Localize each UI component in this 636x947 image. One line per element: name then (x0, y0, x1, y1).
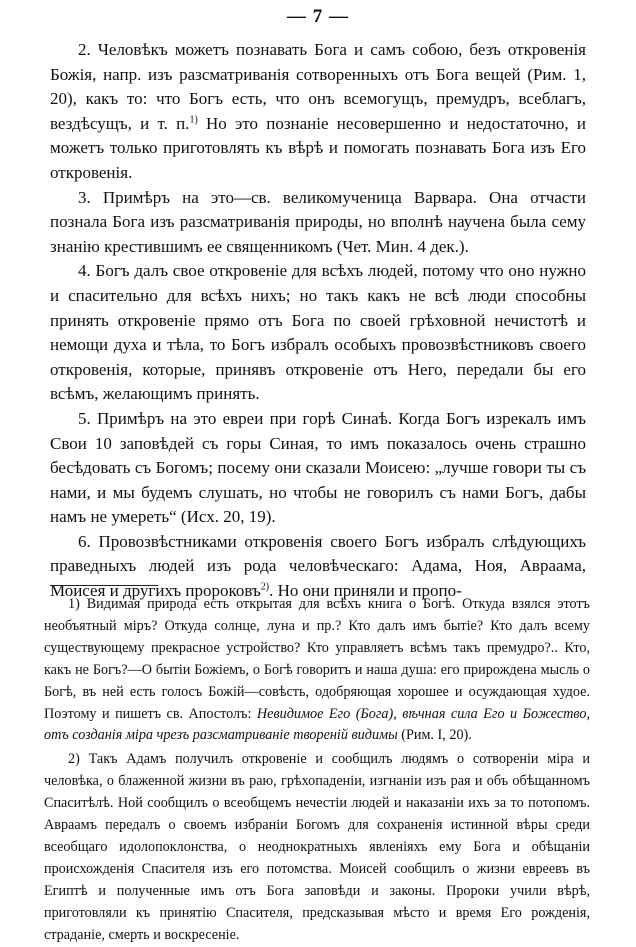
paragraph-text: 5. Примѣръ на это евреи при горѣ Синаѣ. Когда Богъ изрекалъ имъ Свои 10 заповѣдей съ горы Синая, то имъ показалось очень страшно бесѣдовать съ Богомъ; посему они сказали Моисею: „лучше говори ты съ нами, и мы будемъ слушать, но чтобы не говорилъ съ нами Богъ, дабы намъ не умереть“ (Исх. 20, 19). (50, 408, 586, 527)
footnote-text: 1) Видимая природа есть открытая для всѣхъ книга о Богѣ. Откуда взялся этотъ необъятный міръ? Откуда солнце, луна и пр.? Кто далъ имъ бытіе? Кто далъ всему существующему прекрасное устройство? Кто управляетъ всѣмъ такъ премудро?.. Кто, какъ не Богъ?—О бытіи Божіемъ, о Богѣ говоритъ и наша душа: его прирождена мысль о Богѣ, въ ней есть голосъ Божій—совѣсть, одобряющая хорошее и осуждающая худое. Поэтому и пишетъ св. Апостолъ: (44, 596, 590, 722)
paragraph-text: 2. Человѣкъ можетъ познавать Бога и самъ собою, безъ откровенія Божія, напр. изъ разсматриванія сотворенныхъ отъ Бога вещей (Рим. 1, 20), какъ то: что Богъ есть, что онъ всемогущъ, премудръ, всеблагъ, вездѣсущъ, и т. п. (50, 40, 586, 133)
footnote-quote: Невидимое Его (Бога), вѣчная сила Его и Божество, отъ созданія міра чрезъ разсматриваніе твореній видимы (44, 705, 590, 744)
paragraph-text-after: Но это познаніе несовершенно и недостаточно, и можетъ только приготовлять къ вѣрѣ и помогать познавать Бога изъ Его откровенія. (50, 113, 586, 182)
paragraph-3 (50, 186, 586, 260)
page-number: — 7 — (287, 6, 349, 27)
paragraph-2 (50, 38, 586, 186)
paragraph-text: 6. Провозвѣстниками откровенія своего Богъ избралъ слѣдующихъ праведныхъ людей изъ рода человѣческаго: Адама, Ноя, Авраама, Моисея и другихъ пророковъ (50, 531, 586, 601)
footnote-2 (44, 749, 590, 946)
paragraph-text: 4. Богъ далъ свое откровеніе для всѣхъ людей, потому что оно нужно и спасительно для всѣхъ нихъ; но такъ какъ не всѣ люди способны принять откровеніе прямо отъ Бога по своей грѣховной нечистотѣ и немощи духа и тѣла, то Богъ избралъ особыхъ провозвѣстниковъ своего откровенія, которые, принявъ откровеніе отъ Него, передали бы его всѣмъ, желающимъ принять. (50, 261, 586, 404)
paragraph-5 (50, 407, 586, 530)
footnote-text: 2) Такъ Адамъ получилъ откровеніе и сообщилъ людямъ о сотвореніи міра и человѣка, о блаженной жизни въ раю, грѣхопаденіи, изгнаніи изъ рая и объ обѣщанномъ Спаситѣлѣ. Ной сообщилъ о всеобщемъ нечестіи людей и наказаніи ихъ за то потопомъ. Авраамъ передалъ о своемъ избраніи Богомъ для сохраненія истинной вѣры среди всеобщаго идолопоклонства, о неоднократныхъ явленіяхъ ему Бога и обѣщаніи происхожденія Спасителя изъ его потомства. Моисей сообщилъ о жизни евреевъ въ Египтѣ и полученные имъ отъ Бога заповѣди и законы. Пророки учили вѣрѣ, приготовляли къ принятію Спасителя, предсказывая мѣсто и время Его рожденія, страданіе, смерть и воскресеніе. (44, 751, 590, 943)
paragraph-6 (50, 530, 586, 604)
paragraph-text: 3. Примѣръ на это—св. великомученица Варвара. Она отчасти познала Бога изъ разсматриванія природы, но вполнѣ научена была сему знанію крестившимъ ее священникомъ (Чет. Мин. 4 дек.). (50, 187, 586, 256)
footnote-divider (50, 585, 158, 586)
footnote-1 (44, 594, 590, 747)
footnotes (44, 594, 590, 947)
paragraph-4 (50, 259, 586, 407)
footnote-ref-1: 1) (189, 114, 198, 126)
footnote-citation: (Рим. I, 20). (397, 727, 472, 744)
paragraph-text-after: . Но они приняли и пропо- (269, 581, 462, 601)
main-text (50, 38, 586, 604)
footnote-ref-2: 2) (260, 581, 270, 593)
